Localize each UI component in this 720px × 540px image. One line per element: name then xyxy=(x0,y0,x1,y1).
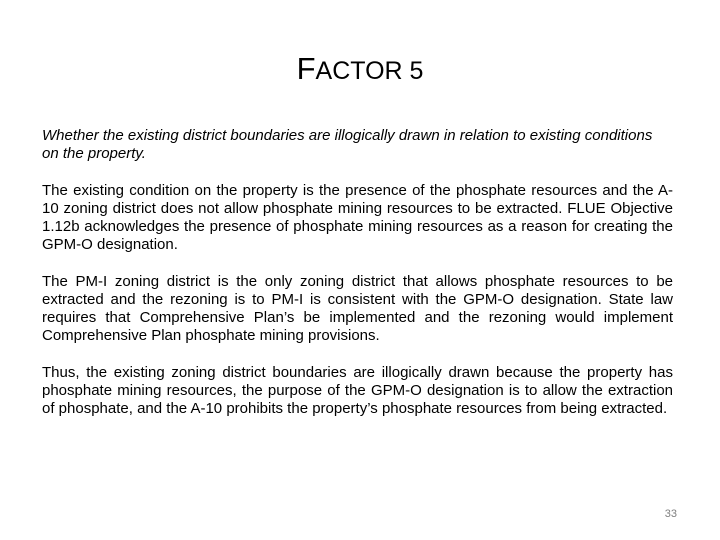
slide-body xyxy=(42,127,673,437)
body-paragraph-2: The PM-I zoning district is the only zoning district that allows phosphate resources to be extracted and the rezoning is to PM-I is consistent with the GPM-O designation. State law requires that Comprehensive Plan’s be implemented and the rezoning would implement Comprehensive Plan phosphate mining provisions. xyxy=(42,273,673,344)
body-paragraph-1: The existing condition on the property is the presence of the phosphate resources and the A-10 zoning district does not allow phosphate mining resources to be extracted. FLUE Objective 1.12b acknowledges the presence of phosphate mining resources as a reason for creating the GPM-O designation. xyxy=(42,182,673,253)
body-paragraph-3: Thus, the existing zoning district boundaries are illogically drawn because the property has phosphate mining resources, the purpose of the GPM-O designation is to allow the extraction of phosphate, and the A-10 prohibits the property’s phosphate resources from being extracted. xyxy=(42,364,673,417)
slide-title-rest: ACTOR 5 xyxy=(315,57,424,85)
slide-title xyxy=(0,50,720,90)
page-number: 33 xyxy=(664,508,677,520)
slide-title-initial: F xyxy=(296,51,316,86)
question-paragraph: Whether the existing district boundaries are illogically drawn in relation to existing conditions on the property. xyxy=(42,127,653,162)
